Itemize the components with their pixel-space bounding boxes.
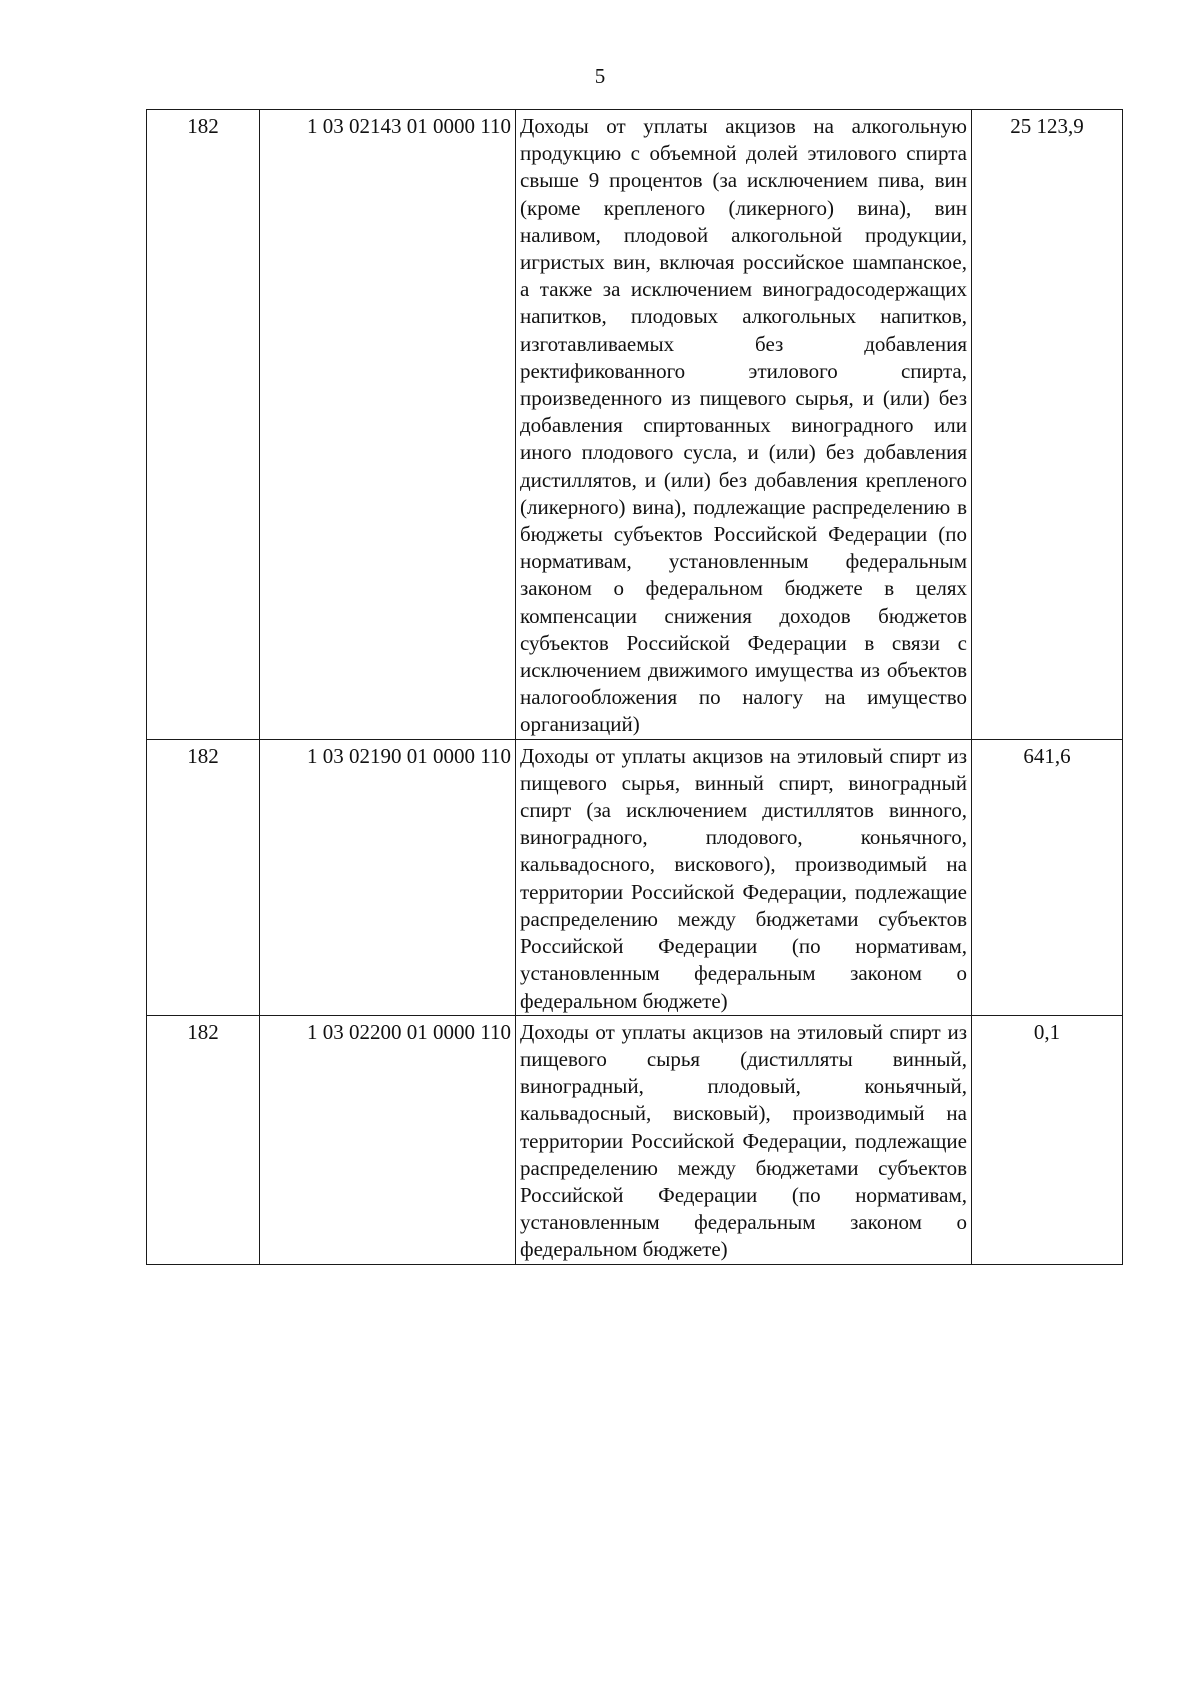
table-row [147,1015,1123,1264]
budget-code-cell: 1 03 02143 01 0000 110 [260,110,516,740]
amount-cell: 641,6 [972,739,1123,1015]
page-number: 5 [594,64,606,88]
description-cell: Доходы от уплаты акцизов на этиловый спирт из пищевого сырья (дистилляты винный, виноградный, плодовый, коньячный, кальвадосный, висковый), производимый на территории Российской Федерации, подлежащие распределению между бюджетами субъектов Российской Федерации (по нормативам, установленным федеральным законом о федеральном бюджете) [516,1015,972,1264]
budget-code-cell: 1 03 02190 01 0000 110 [260,739,516,1015]
description-cell: Доходы от уплаты акцизов на алкогольную продукцию с объемной долей этилового спирта свыше 9 процентов (за исключением пива, вин (кроме крепленого (ликерного) вина), вин наливом, плодовой алкогольной продукции, игристых вин, включая российское шампанское, а также за исключением виноградосодержащих напитков, плодовых алкогольных напитков, изготавливаемых без добавления ректификованного этилового спирта, произведенного из пищевого сырья, и (или) без добавления спиртованных виноградного или иного плодового сусла, и (или) без добавления дистиллятов, и (или) без добавления крепленого (ликерного) вина), подлежащие распределению в бюджеты субъектов Российской Федерации (по нормативам, установленным федеральным законом о федеральном бюджете в целях компенсации снижения доходов бюджетов субъектов Российской Федерации в связи с исключением движимого имущества из объектов налогообложения по налогу на имущество организаций) [516,110,972,740]
budget-code-cell: 1 03 02200 01 0000 110 [260,1015,516,1264]
admin-code-cell: 182 [147,110,260,740]
amount-cell: 25 123,9 [972,110,1123,740]
amount-cell: 0,1 [972,1015,1123,1264]
table-row [147,739,1123,1015]
admin-code-cell: 182 [147,1015,260,1264]
table-row [147,110,1123,740]
revenue-table [146,109,1123,1265]
description-cell: Доходы от уплаты акцизов на этиловый спирт из пищевого сырья, винный спирт, виноградный спирт (за исключением дистиллятов винного, виноградного, плодового, коньячного, кальвадосного, вискового), производимый на территории Российской Федерации, подлежащие распределению между бюджетами субъектов Российской Федерации (по нормативам, установленным федеральным законом о федеральном бюджете) [516,739,972,1015]
admin-code-cell: 182 [147,739,260,1015]
